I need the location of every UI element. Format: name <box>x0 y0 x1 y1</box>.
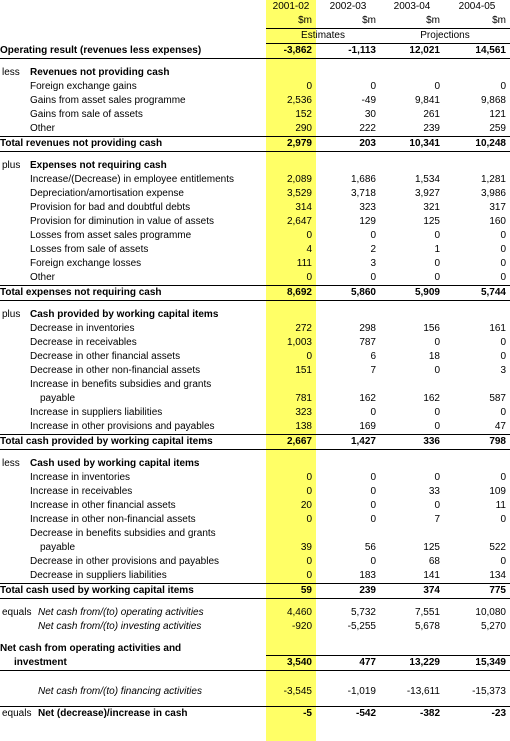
table-cell-value: 183 <box>359 570 376 581</box>
table-cell <box>0 606 266 620</box>
table-cell-value: 336 <box>380 435 444 450</box>
table-cell: Total revenues not providing cash <box>0 137 266 152</box>
table-cell-value: 0 <box>500 258 506 269</box>
table-cell-value: 0 <box>500 351 506 362</box>
table-cell-value: 39 <box>300 542 312 553</box>
table-cell-value: 152 <box>295 109 312 120</box>
table-cell <box>0 450 510 458</box>
table-cell-value: 0 <box>370 486 376 497</box>
table-cell-value: 239 <box>423 123 440 134</box>
table-cell-value: 272 <box>295 323 312 334</box>
table-row <box>0 271 510 286</box>
table-cell-value: 374 <box>380 584 444 599</box>
table-cell-value: 0 <box>434 421 440 432</box>
table-row <box>0 201 510 215</box>
table-cell <box>380 527 444 541</box>
table-cell: Provision for diminution in value of assets <box>30 216 214 227</box>
table-cell-value: 0 <box>370 81 376 92</box>
table-cell: Depreciation/amortisation expense <box>30 188 184 199</box>
table-cell-value: 0 <box>500 472 506 483</box>
table-cell <box>0 66 266 80</box>
table-row <box>0 94 510 108</box>
table-row <box>0 80 510 94</box>
table-cell-value: 0 <box>500 230 506 241</box>
table-row <box>0 485 510 499</box>
table-cell <box>444 159 510 173</box>
section-header-expenses <box>0 159 510 173</box>
table-cell-value: 222 <box>359 123 376 134</box>
table-cell-value: 323 <box>359 202 376 213</box>
table-cell-value: 162 <box>423 393 440 404</box>
table-cell-value: 3 <box>370 258 376 269</box>
table-cell: Decrease in benefits subsidies and grants <box>30 528 216 539</box>
table-cell-value: 0 <box>306 472 312 483</box>
total-row <box>0 286 510 301</box>
table-cell-value: 47 <box>494 421 506 432</box>
table-cell: Increase in benefits subsidies and grants <box>30 379 212 390</box>
table-row <box>0 336 510 350</box>
table-cell-value: 522 <box>489 542 506 553</box>
table-cell <box>0 678 510 685</box>
table-cell-value: 1,281 <box>480 174 506 185</box>
table-cell-value: 4 <box>306 244 312 255</box>
table-cell: Decrease in receivables <box>30 337 137 348</box>
table-cell-value: 321 <box>423 202 440 213</box>
table-cell-value: -542 <box>316 707 380 722</box>
table-cell-value: -920 <box>291 621 312 632</box>
table-cell: Other <box>30 123 56 134</box>
table-row <box>0 243 510 257</box>
table-cell: Total cash provided by working capital items <box>0 435 266 450</box>
table-cell: Decrease in other financial assets <box>30 351 181 362</box>
table-row <box>0 257 510 271</box>
table-cell <box>316 378 380 392</box>
section-title: Expenses not requiring cash <box>30 160 167 171</box>
table-cell-value: 3,540 <box>266 656 316 671</box>
spacer-row <box>0 59 510 67</box>
table-cell: Net cash from/(to) investing activities <box>38 621 202 632</box>
table-cell: Losses from sale of assets <box>30 244 149 255</box>
table-cell-value: 0 <box>370 272 376 283</box>
table-cell-value: 1 <box>434 244 440 255</box>
table-cell-value: 11 <box>495 500 506 511</box>
net-financing-row <box>0 685 510 699</box>
table-cell-value: 3,718 <box>350 188 376 199</box>
table-cell-value: 0 <box>306 230 312 241</box>
table-cell-value: 5,744 <box>444 286 510 301</box>
table-cell-value: 0 <box>370 556 376 567</box>
table-cell-value: 7 <box>434 514 440 525</box>
table-cell-value: 18 <box>428 351 440 362</box>
table-cell <box>266 527 316 541</box>
table-cell-value: 9,841 <box>414 95 440 106</box>
table-cell-value: 56 <box>364 542 376 553</box>
table-cell-value: 15,349 <box>444 656 510 671</box>
table-cell-value: 156 <box>423 323 440 334</box>
table-row <box>0 406 510 420</box>
table-cell <box>444 457 510 471</box>
table-row <box>0 122 510 137</box>
table-cell-value: 10,080 <box>475 607 506 618</box>
final-row <box>0 707 510 722</box>
table-cell: Gains from sale of assets <box>30 109 143 120</box>
spacer-row <box>0 634 510 641</box>
table-cell-value: 587 <box>489 393 506 404</box>
table-cell-value: 798 <box>444 435 510 450</box>
table-cell: Provision for bad and doubtful debts <box>30 202 191 213</box>
table-cell-value: 162 <box>359 393 376 404</box>
year-header: 2004-05 <box>458 1 496 12</box>
table-row <box>0 513 510 527</box>
table-cell <box>0 152 510 160</box>
table-cell: Increase in inventories <box>30 472 131 483</box>
table-cell-value: 3,986 <box>480 188 506 199</box>
table-cell <box>0 671 510 679</box>
table-cell: Net cash from operating activities and <box>0 642 182 654</box>
table-cell-value: -3,545 <box>283 686 312 697</box>
table-cell-value: 0 <box>370 514 376 525</box>
table-row <box>0 499 510 513</box>
table-row <box>0 471 510 485</box>
section-prefix: plus <box>2 160 21 171</box>
table-cell-value: 0 <box>370 472 376 483</box>
table-cell-value: 781 <box>295 393 312 404</box>
table-cell-value: 30 <box>364 109 376 120</box>
table-row <box>0 527 510 541</box>
table-cell-value: 4,460 <box>286 607 312 618</box>
table-cell-value: 111 <box>296 258 312 269</box>
table-row <box>0 322 510 336</box>
spacer-row <box>0 599 510 607</box>
table-cell <box>0 599 510 607</box>
table-row <box>0 555 510 569</box>
table-cell-value: 9,868 <box>480 95 506 106</box>
table-cell-value: 5,270 <box>480 621 506 632</box>
table-cell: Total expenses not requiring cash <box>0 286 266 301</box>
table-cell <box>444 66 510 80</box>
table-cell <box>266 641 316 656</box>
table-row <box>0 350 510 364</box>
table-cell-value: 134 <box>489 570 506 581</box>
table-row <box>0 364 510 378</box>
table-cell-value: 125 <box>423 216 440 227</box>
table-cell-value: -13,611 <box>406 686 440 697</box>
table-cell: Decrease in suppliers liabilities <box>30 570 167 581</box>
table-cell-value: 151 <box>295 365 312 376</box>
section-prefix: less <box>2 458 20 469</box>
table-cell <box>316 308 380 322</box>
table-cell-value: 0 <box>434 407 440 418</box>
table-cell-value: 129 <box>359 216 376 227</box>
table-cell-value: -49 <box>361 95 376 106</box>
table-cell <box>0 634 510 641</box>
table-cell-value: 8,692 <box>266 286 316 301</box>
table-cell-value: 5,860 <box>316 286 380 301</box>
table-cell <box>380 378 444 392</box>
table-cell-value: 10,248 <box>444 137 510 152</box>
table-cell-value: 0 <box>500 244 506 255</box>
table-cell <box>266 378 316 392</box>
table-cell: Increase in receivables <box>30 486 133 497</box>
table-cell <box>0 699 510 707</box>
table-cell-value: 0 <box>434 472 440 483</box>
table-row <box>0 420 510 435</box>
total-row <box>0 137 510 152</box>
table-cell-value: 2,536 <box>286 95 312 106</box>
operating-result-row: Operating result (revenues less expenses) -3,862 -1,113 12,021 14,561 <box>0 44 510 59</box>
table-cell: Increase/(Decrease) in employee entitlements <box>30 174 234 185</box>
table-cell: Total cash used by working capital items <box>0 584 266 599</box>
total-row <box>0 435 510 450</box>
table-cell <box>380 308 444 322</box>
table-cell-value: 160 <box>489 216 506 227</box>
table-cell-value: 0 <box>500 407 506 418</box>
table-cell-value: 314 <box>295 202 312 213</box>
table-cell-value: 477 <box>316 656 380 671</box>
table-cell-value: 1,003 <box>286 337 312 348</box>
table-cell-value: 3,529 <box>286 188 312 199</box>
table-cell <box>316 527 380 541</box>
table-cell-value: 20 <box>300 500 312 511</box>
table-cell: Gains from asset sales programme <box>30 95 186 106</box>
table-cell <box>444 641 510 656</box>
section-header-wc-provided <box>0 308 510 322</box>
table-cell-value: 0 <box>306 514 312 525</box>
spacer-row <box>0 671 510 679</box>
table-cell-value: 0 <box>500 81 506 92</box>
table-row <box>0 215 510 229</box>
table-cell-value: -15,373 <box>472 686 506 697</box>
net-op-inv-label-row <box>0 641 510 656</box>
table-cell-value: 5,909 <box>380 286 444 301</box>
table-cell-value: 68 <box>428 556 440 567</box>
table-cell-value: -5,255 <box>347 621 376 632</box>
table-cell-value: 317 <box>489 202 506 213</box>
table-cell-value: -1,019 <box>347 686 376 697</box>
table-cell <box>0 301 510 309</box>
table-cell-value: 323 <box>295 407 312 418</box>
table-cell-value: 203 <box>316 137 380 152</box>
header-estimates-row <box>0 29 510 44</box>
section-prefix: equals <box>2 607 32 618</box>
table-cell-value: 0 <box>434 337 440 348</box>
section-header-wc-used <box>0 457 510 471</box>
spacer-row <box>0 678 510 685</box>
table-cell-value: 0 <box>370 407 376 418</box>
table-cell-value: 13,229 <box>380 656 444 671</box>
table-cell: Foreign exchange losses <box>30 258 142 269</box>
table-cell <box>380 66 444 80</box>
table-cell: Net cash from/(to) financing activities <box>38 686 202 697</box>
unit-header: $m <box>362 15 376 26</box>
table-row <box>0 392 510 406</box>
table-row <box>0 569 510 584</box>
table-cell-value: 0 <box>370 500 376 511</box>
table-cell-value: 298 <box>359 323 376 334</box>
table-cell-value: 138 <box>295 421 312 432</box>
table-cell-value: 59 <box>266 584 316 599</box>
table-cell-value: 10,341 <box>380 137 444 152</box>
table-cell <box>380 159 444 173</box>
table-cell-value: 3 <box>500 365 506 376</box>
table-cell: Other <box>30 272 56 283</box>
table-cell <box>0 707 266 722</box>
table-cell: payable <box>40 393 76 404</box>
table-cell-value: 259 <box>489 123 506 134</box>
table-cell-value: 0 <box>306 486 312 497</box>
table-cell <box>266 159 316 173</box>
table-cell-value: 0 <box>434 365 440 376</box>
table-cell <box>316 66 380 80</box>
table-cell-value: 33 <box>428 486 440 497</box>
table-cell-value: 0 <box>306 556 312 567</box>
table-row <box>0 108 510 122</box>
table-cell-value: 261 <box>423 109 440 120</box>
unit-header: $m <box>492 15 506 26</box>
section-prefix: plus <box>2 309 21 320</box>
table-cell <box>266 308 316 322</box>
table-cell <box>316 159 380 173</box>
section-title: Cash used by working capital items <box>30 458 200 469</box>
table-row <box>0 541 510 555</box>
table-cell-value: 0 <box>306 570 312 581</box>
estimates-header: Estimates <box>266 29 380 44</box>
table-cell-value: 6 <box>370 351 376 362</box>
table-cell: payable <box>40 542 76 553</box>
table-cell-value: 0 <box>434 81 440 92</box>
table-cell <box>0 159 266 173</box>
table-cell-value: 0 <box>434 500 440 511</box>
table-cell-value: 0 <box>370 230 376 241</box>
table-cell-value: 775 <box>444 584 510 599</box>
table-cell: Losses from asset sales programme <box>30 230 192 241</box>
table-cell <box>316 457 380 471</box>
table-cell-value: -23 <box>444 707 510 722</box>
table-cell-value: 5,732 <box>350 607 376 618</box>
total-row <box>0 584 510 599</box>
spacer-row <box>0 699 510 707</box>
table-cell <box>0 308 266 322</box>
table-cell: Increase in other financial assets <box>30 500 176 511</box>
table-cell-value: 2,667 <box>266 435 316 450</box>
table-cell-value: 109 <box>489 486 506 497</box>
table-cell: Decrease in other provisions and payables <box>30 556 219 567</box>
table-cell-value: -382 <box>380 707 444 722</box>
table-cell-value: 2,647 <box>286 216 312 227</box>
table-cell: Foreign exchange gains <box>30 81 137 92</box>
spacer-row <box>0 450 510 458</box>
table-cell <box>0 59 510 67</box>
projections-header: Projections <box>380 29 510 44</box>
table-cell-value: 239 <box>316 584 380 599</box>
table-cell <box>316 641 380 656</box>
table-cell-value: 0 <box>306 272 312 283</box>
table-cell: Decrease in inventories <box>30 323 135 334</box>
year-header: 2003-04 <box>393 1 431 12</box>
table-cell-value: 169 <box>359 421 376 432</box>
table-cell <box>266 66 316 80</box>
section-header-revenues <box>0 66 510 80</box>
table-cell-value: 0 <box>500 514 506 525</box>
table-row <box>0 229 510 243</box>
table-cell-value: 161 <box>489 323 506 334</box>
net-investing-row <box>0 620 510 634</box>
table-cell-value: 0 <box>500 272 506 283</box>
net-op-inv-row <box>0 656 510 671</box>
table-row <box>0 378 510 392</box>
table-cell-value: 7,551 <box>414 607 440 618</box>
table-cell: Increase in other non-financial assets <box>30 514 196 525</box>
table-cell: Increase in suppliers liabilities <box>30 407 163 418</box>
section-title: Revenues not providing cash <box>30 67 170 78</box>
table-cell-value: 121 <box>489 109 506 120</box>
spacer-row <box>0 152 510 160</box>
year-header: 2001-02 <box>272 1 310 12</box>
table-cell-value: 1,686 <box>350 174 376 185</box>
table-cell-value: 0 <box>434 230 440 241</box>
section-prefix: equals <box>2 708 32 719</box>
section-prefix: less <box>2 67 20 78</box>
table-cell <box>444 527 510 541</box>
net-operating-row <box>0 606 510 620</box>
table-cell: Increase in other provisions and payables <box>30 421 215 432</box>
table-cell-value: 0 <box>434 258 440 269</box>
spacer-row <box>0 301 510 309</box>
table-cell-value: 141 <box>423 570 440 581</box>
table-row <box>0 173 510 187</box>
section-title: Cash provided by working capital items <box>30 309 219 320</box>
table-cell-value: 0 <box>306 81 312 92</box>
unit-header: $m <box>298 15 312 26</box>
table-cell <box>0 457 266 471</box>
table-cell-value: 5,678 <box>414 621 440 632</box>
table-cell <box>380 457 444 471</box>
row-label: Operating result (revenues less expenses) <box>0 45 202 56</box>
table-cell-value: 0 <box>500 337 506 348</box>
table-cell: investment <box>0 656 266 671</box>
table-cell-value: 3,927 <box>414 188 440 199</box>
table-cell-value: 0 <box>434 272 440 283</box>
table-cell-value: 125 <box>423 542 440 553</box>
table-cell <box>444 308 510 322</box>
table-cell-value: 2 <box>370 244 376 255</box>
year-header: 2002-03 <box>329 1 367 12</box>
table-cell-value: 1,427 <box>316 435 380 450</box>
header-unit-row <box>0 14 510 29</box>
table-cell <box>266 457 316 471</box>
unit-header: $m <box>426 15 440 26</box>
row-label: Net cash from/(to) operating activities <box>38 607 204 618</box>
table-cell-value: 0 <box>500 556 506 567</box>
table-cell-value: 1,534 <box>414 174 440 185</box>
table-cell <box>444 378 510 392</box>
table-cell-value: 787 <box>359 337 376 348</box>
table-cell: Decrease in other non-financial assets <box>30 365 201 376</box>
table-cell-value: 290 <box>295 123 312 134</box>
header-years-row <box>0 0 510 14</box>
row-label: Net (decrease)/increase in cash <box>38 708 188 719</box>
table-cell-value: -5 <box>266 707 316 722</box>
table-row <box>0 187 510 201</box>
table-cell-value: 0 <box>306 351 312 362</box>
table-cell-value: 2,089 <box>286 174 312 185</box>
table-cell <box>380 641 444 656</box>
table-cell-value: 2,979 <box>266 137 316 152</box>
table-cell-value: 7 <box>370 365 376 376</box>
